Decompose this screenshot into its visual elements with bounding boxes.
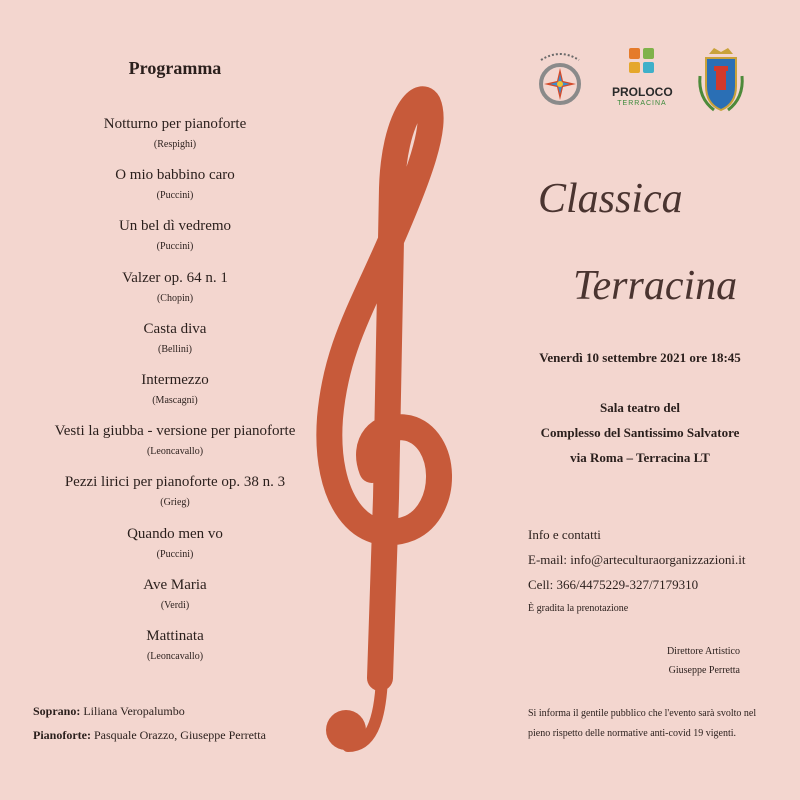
piece-title: Mattinata xyxy=(146,627,204,644)
performer-soprano xyxy=(33,704,185,719)
program-item xyxy=(0,164,350,215)
covid-notice: Si informa il gentile pubblico che l'evento sarà svolto nel pieno rispetto delle normative anti-covid 19 vigenti. xyxy=(528,708,757,739)
contact-email: E-mail: info@arteculturaorganizzazioni.it xyxy=(528,552,746,567)
proloco-city: TERRACINA xyxy=(617,100,667,107)
program-title: Programma xyxy=(128,58,222,78)
piece-composer: (Bellini) xyxy=(158,343,192,355)
venue-line: Complesso del Santissimo Salvatore xyxy=(540,425,740,440)
piece-title: O mio babbino caro xyxy=(115,167,235,184)
event-title-line2: Terracina xyxy=(573,263,738,309)
contact-phone: Cell: 366/4475229-327/7179310 xyxy=(528,577,699,592)
program-list xyxy=(0,113,350,676)
contacts-title: Info e contatti xyxy=(528,527,601,542)
performer-piano xyxy=(33,728,266,743)
piece-composer: (Mascagni) xyxy=(152,394,198,406)
proloco-mark-icon xyxy=(612,46,672,80)
piece-composer: (Leoncavallo) xyxy=(146,650,204,662)
program-item xyxy=(0,113,350,164)
treble-clef-icon xyxy=(300,78,460,768)
piece-title: Intermezzo xyxy=(141,371,209,388)
piece-composer: (Puccini) xyxy=(156,190,194,202)
piece-title: Pezzi lirici per pianoforte op. 38 n. 3 xyxy=(64,474,286,491)
performer-role: Pianoforte: xyxy=(33,728,91,742)
performer-role: Soprano: xyxy=(33,704,81,718)
director-name: Giuseppe Perretta xyxy=(668,665,740,676)
booking-note: È gradita la prenotazione xyxy=(528,603,629,614)
piece-title: Valzer op. 64 n. 1 xyxy=(122,269,228,286)
piece-composer: (Puccini) xyxy=(156,548,194,560)
piece-composer: (Verdi) xyxy=(160,599,190,611)
city-crest-icon xyxy=(696,46,746,116)
proloco-name: PROLOCO xyxy=(612,85,673,99)
performer-name: Liliana Veropalumbo xyxy=(83,704,185,718)
piece-composer: (Puccini) xyxy=(156,241,194,253)
program-item xyxy=(0,369,350,420)
association-logo-icon xyxy=(535,46,585,110)
piece-composer: (Leoncavallo) xyxy=(146,446,204,458)
piece-composer: (Chopin) xyxy=(156,292,194,304)
piece-title: Ave Maria xyxy=(143,576,207,593)
piece-title: Notturno per pianoforte xyxy=(103,116,247,132)
program-item xyxy=(0,267,350,318)
program-item xyxy=(0,523,350,574)
event-date: Venerdì 10 settembre 2021 ore 18:45 xyxy=(539,350,741,365)
proloco-logo xyxy=(612,46,672,112)
program-item xyxy=(0,420,350,471)
piece-title: Casta diva xyxy=(143,320,207,337)
piece-title: Vesti la giubba - versione per pianoforte xyxy=(54,423,296,440)
piece-composer: (Grieg) xyxy=(160,497,190,509)
piece-composer: (Respighi) xyxy=(153,139,197,150)
piece-title: Un bel dì vedremo xyxy=(118,218,232,235)
program-item xyxy=(0,318,350,369)
director-role: Direttore Artistico xyxy=(666,646,740,657)
program-item xyxy=(0,215,350,266)
performer-name: Pasquale Orazzo, Giuseppe Perretta xyxy=(93,728,266,742)
venue-line: Sala teatro del xyxy=(600,400,680,415)
program-item xyxy=(0,574,350,625)
venue-line: via Roma – Terracina LT xyxy=(570,450,710,465)
piece-title: Quando men vo xyxy=(127,525,223,542)
program-item xyxy=(0,625,350,676)
event-title-line1: Classica xyxy=(538,176,683,222)
program-item xyxy=(0,471,350,522)
